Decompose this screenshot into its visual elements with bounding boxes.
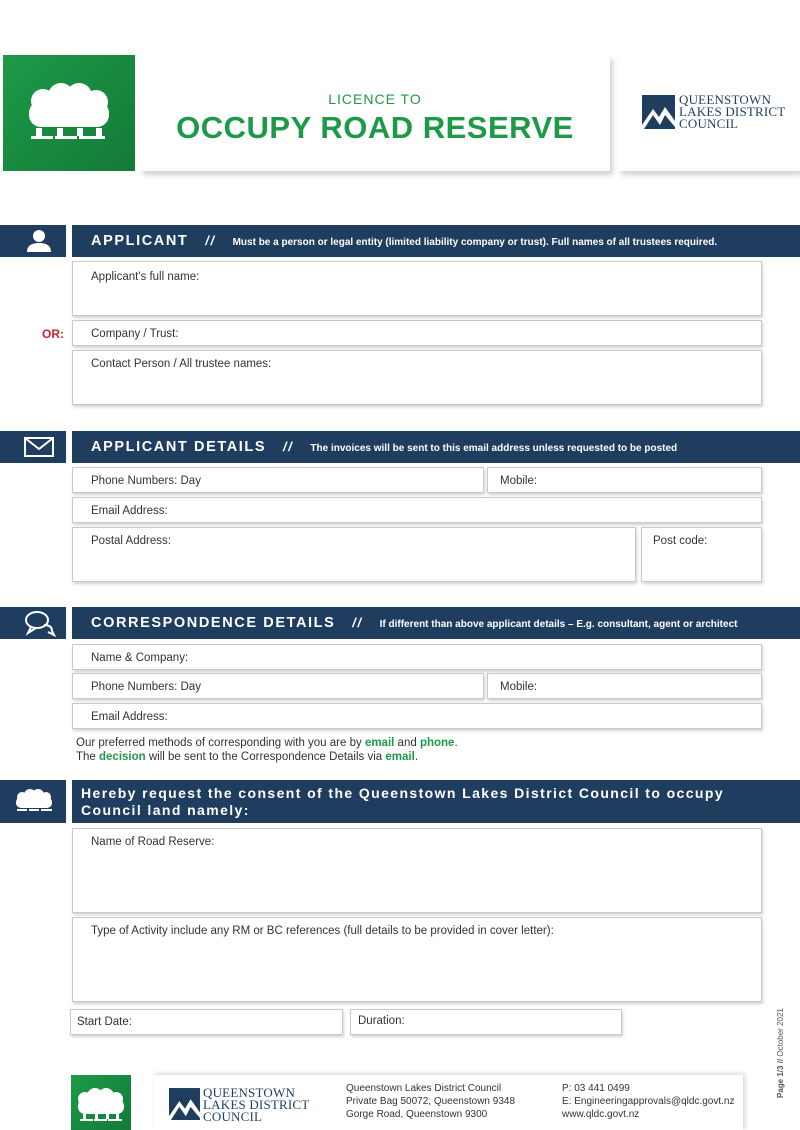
field-label: Type of Activity include any RM or BC references (full details to be provided in cover letter): [91, 925, 554, 937]
correspondence-title: CORRESPONDENCE DETAILS [91, 615, 336, 631]
applicant-details-section-bar [72, 431, 800, 463]
title-small: LICENCE TO [328, 91, 422, 107]
request-title: Hereby request the consent of the Queenstown Lakes District Council to occupy Council land namely: [81, 785, 725, 818]
applicant-details-icon-bar [0, 431, 66, 463]
logo-line-2: LAKES DISTRICT [679, 104, 786, 119]
separator: // [283, 439, 294, 454]
field-label: Post code: [653, 535, 708, 547]
contact-person-field[interactable] [72, 350, 762, 405]
field-label: Email Address: [91, 505, 168, 517]
field-label: Mobile: [500, 681, 538, 693]
phone-day-field[interactable] [72, 467, 484, 493]
correspondence-note: If different than above applicant details – E.g. consultant, agent or architect [379, 619, 738, 630]
speech-bubbles-icon [0, 607, 66, 639]
start-date-field[interactable] [70, 1009, 343, 1035]
tree-icon [3, 55, 135, 171]
email-field[interactable] [72, 497, 762, 523]
title-card [140, 55, 610, 171]
mobile-field[interactable] [487, 467, 762, 493]
applicant-details-title: APPLICANT DETAILS [91, 439, 267, 455]
field-label: Email Address: [91, 711, 168, 723]
person-icon [0, 225, 66, 257]
postcode-field[interactable] [641, 527, 762, 582]
email-link[interactable]: E: Engineeringapprovals@qldc.govt.nz [562, 1096, 735, 1107]
envelope-icon [0, 431, 66, 463]
mountain-logo-icon [169, 1088, 200, 1120]
company-trust-field[interactable] [72, 320, 762, 346]
separator: // [352, 615, 363, 630]
field-label: Mobile: [500, 475, 538, 487]
postal-address-field[interactable] [72, 527, 636, 582]
activity-type-field[interactable] [72, 917, 762, 1002]
separator: // [205, 233, 216, 248]
field-label: Duration: [358, 1015, 405, 1027]
council-address: Queenstown Lakes District Council Private Bag 50072, Queenstown 9348 Gorge Road, Queenstown 9300 [346, 1083, 516, 1120]
field-label: Applicant's full name: [91, 271, 200, 283]
correspondence-icon-bar [0, 607, 66, 639]
website-link[interactable]: www.qldc.govt.nz [562, 1109, 640, 1120]
applicant-details-note: The invoices will be sent to this email address unless requested to be posted [310, 443, 678, 454]
applicant-full-name-field[interactable] [72, 261, 762, 316]
applicant-title: APPLICANT [91, 233, 189, 249]
field-label: Name of Road Reserve: [91, 836, 215, 848]
correspondence-mobile-field[interactable] [487, 673, 762, 699]
field-label: Phone Numbers: Day [91, 475, 201, 487]
decision-text: The decision will be sent to the Correspondence Details via email. [76, 751, 419, 763]
tree-icon [0, 780, 66, 823]
field-label: Contact Person / All trustee names: [91, 358, 272, 370]
correspondence-phone-field[interactable] [72, 673, 484, 699]
mountain-logo-icon [642, 95, 675, 129]
request-icon-bar [0, 780, 66, 823]
logo-line-1: QUEENSTOWN [203, 1085, 296, 1100]
request-section-bar [72, 780, 800, 823]
applicant-note: Must be a person or legal entity (limited liability company or trust). Full names of all trustees required. [232, 237, 718, 248]
footer-tree-tile [71, 1075, 131, 1130]
logo-line-3: COUNCIL [203, 1109, 263, 1124]
applicant-section-bar [72, 225, 800, 257]
council-logo-card [618, 55, 800, 171]
header-tree-tile [3, 55, 135, 171]
applicant-icon-bar [0, 225, 66, 257]
phone-text: P: 03 441 0499 [562, 1083, 630, 1094]
correspondence-section-bar [72, 607, 800, 639]
council-contacts [562, 1082, 734, 1121]
tree-icon [71, 1075, 131, 1130]
footer-card [153, 1075, 743, 1130]
field-label: Phone Numbers: Day [91, 681, 201, 693]
logo-line-3: COUNCIL [679, 116, 739, 131]
field-label: Start Date: [77, 1016, 132, 1028]
logo-line-1: QUEENSTOWN [679, 92, 772, 107]
or-label: OR: [42, 327, 64, 341]
field-label: Postal Address: [91, 535, 171, 547]
correspondence-email-field[interactable] [72, 703, 762, 729]
field-label: Company / Trust: [91, 328, 179, 340]
preferred-methods-text: Our preferred methods of corresponding with you are by email and phone. [76, 737, 458, 749]
page-title: OCCUPY ROAD RESERVE [176, 110, 574, 145]
duration-field[interactable] [350, 1009, 622, 1035]
road-reserve-name-field[interactable] [72, 828, 762, 913]
logo-line-2: LAKES DISTRICT [203, 1097, 310, 1112]
name-company-field[interactable] [72, 644, 762, 670]
field-label: Name & Company: [91, 652, 189, 664]
page-number-date: Page 1/3 // October 2021 [776, 1008, 785, 1098]
